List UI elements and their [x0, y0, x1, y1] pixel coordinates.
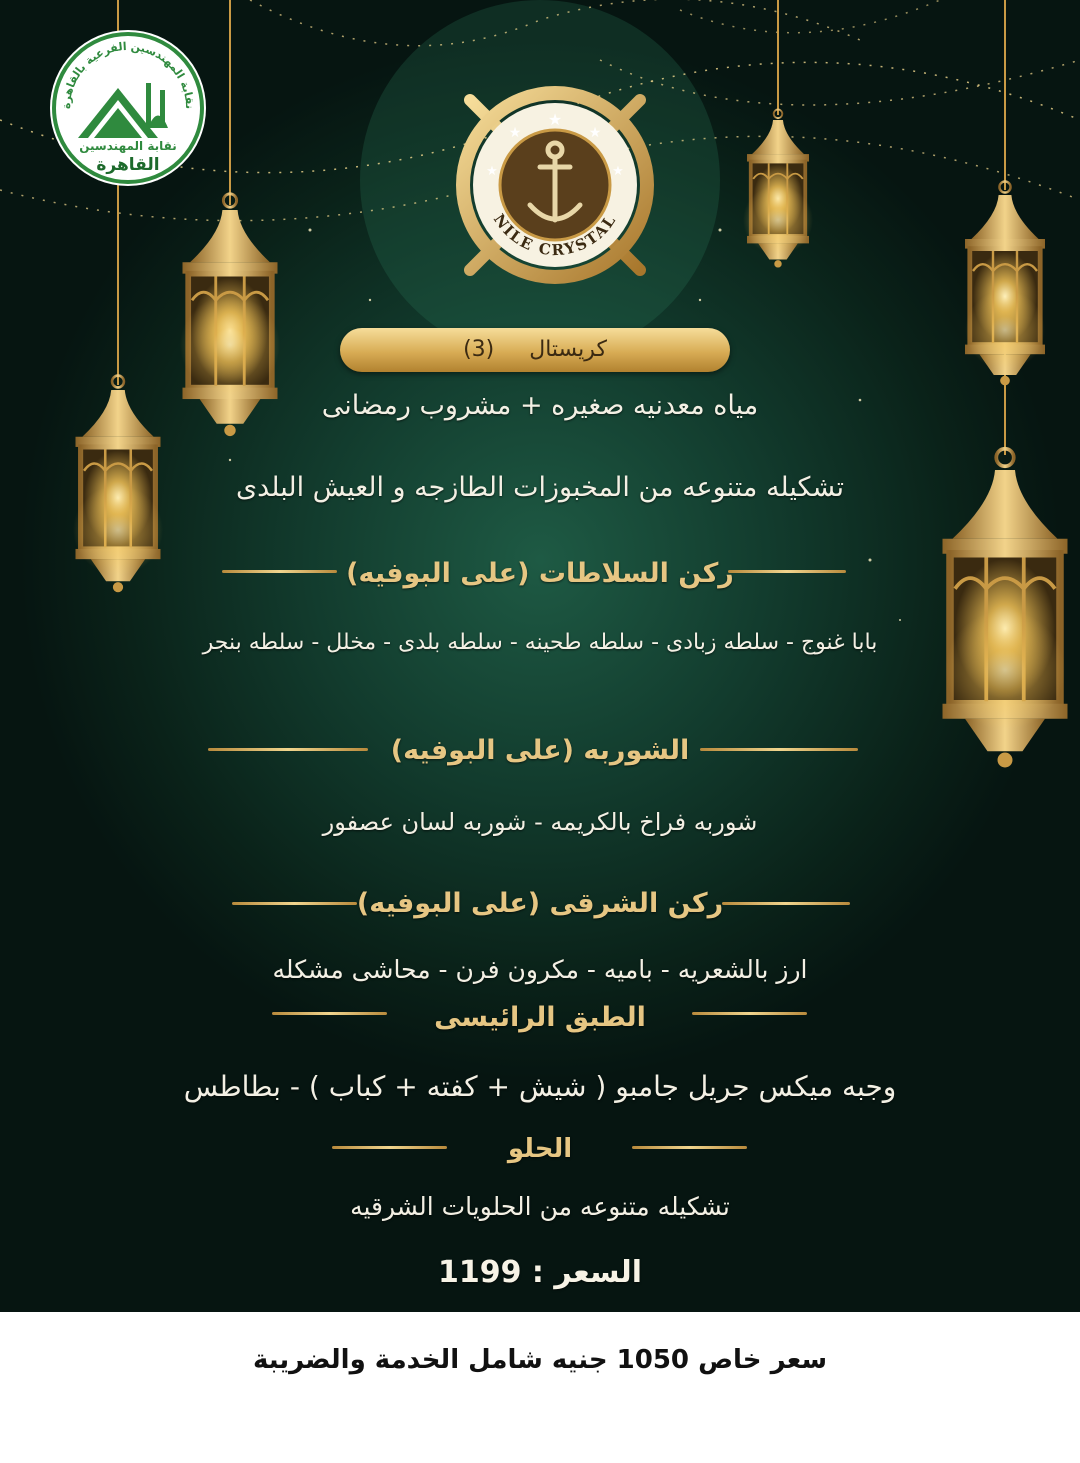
logo-name: نقابة المهندسين — [79, 139, 177, 153]
nile-crystal-logo — [440, 55, 670, 315]
soup-heading: الشوربه (على البوفيه) — [390, 735, 690, 766]
logo-city: القاهرة — [96, 155, 160, 175]
dessert-items: تشكيله متنوعه من الحلويات الشرقيه — [350, 1192, 730, 1221]
svg-text:★: ★ — [588, 125, 602, 141]
brand-name: NILE CRYSTAL — [489, 210, 621, 260]
engineers-syndicate-logo — [48, 28, 208, 188]
dessert-heading: الحلو — [507, 1134, 573, 1164]
svg-text:★: ★ — [508, 125, 522, 141]
drinks-line: مياه معدنيه صغيره + مشروب رمضانى — [321, 390, 759, 421]
oriental-heading: ركن الشرقى (على البوفيه) — [356, 888, 724, 919]
special-price-note: سعر خاص 1050 جنيه شامل الخدمة والضريبة — [252, 1345, 828, 1375]
main-items: وجبه ميكس جريل جامبو ( شيش + كفته + كباب ) - بطاطس — [183, 1070, 897, 1103]
package-number: (3) — [463, 337, 495, 362]
logo-arc-text: نقابة المهندسين الفرعية بالقاهرة — [59, 39, 197, 110]
svg-text:★: ★ — [612, 164, 624, 179]
breads-line: تشكيله متنوعه من المخبوزات الطازجه و العيش البلدى — [235, 472, 845, 503]
price: السعر : 1199 — [437, 1255, 643, 1290]
oriental-items: ارز بالشعريه - باميه - مكرون فرن - محاشى مشكله — [272, 955, 808, 984]
soup-items: شوربه فراخ بالكريمه - شوربه لسان عصفور — [322, 808, 758, 836]
salads-items: بابا غنوج - سلطه زبادى - سلطه طحينه - سلطه بلدى - مخلل - سلطه بنجر — [202, 630, 878, 655]
main-heading: الطبق الرائيسى — [434, 1002, 646, 1033]
salads-heading: ركن السلاطات (على البوفيه) — [346, 558, 734, 589]
package-badge — [340, 328, 730, 372]
svg-text:★: ★ — [486, 164, 498, 179]
svg-text:★: ★ — [547, 110, 563, 129]
package-label: كريستال — [529, 337, 607, 362]
